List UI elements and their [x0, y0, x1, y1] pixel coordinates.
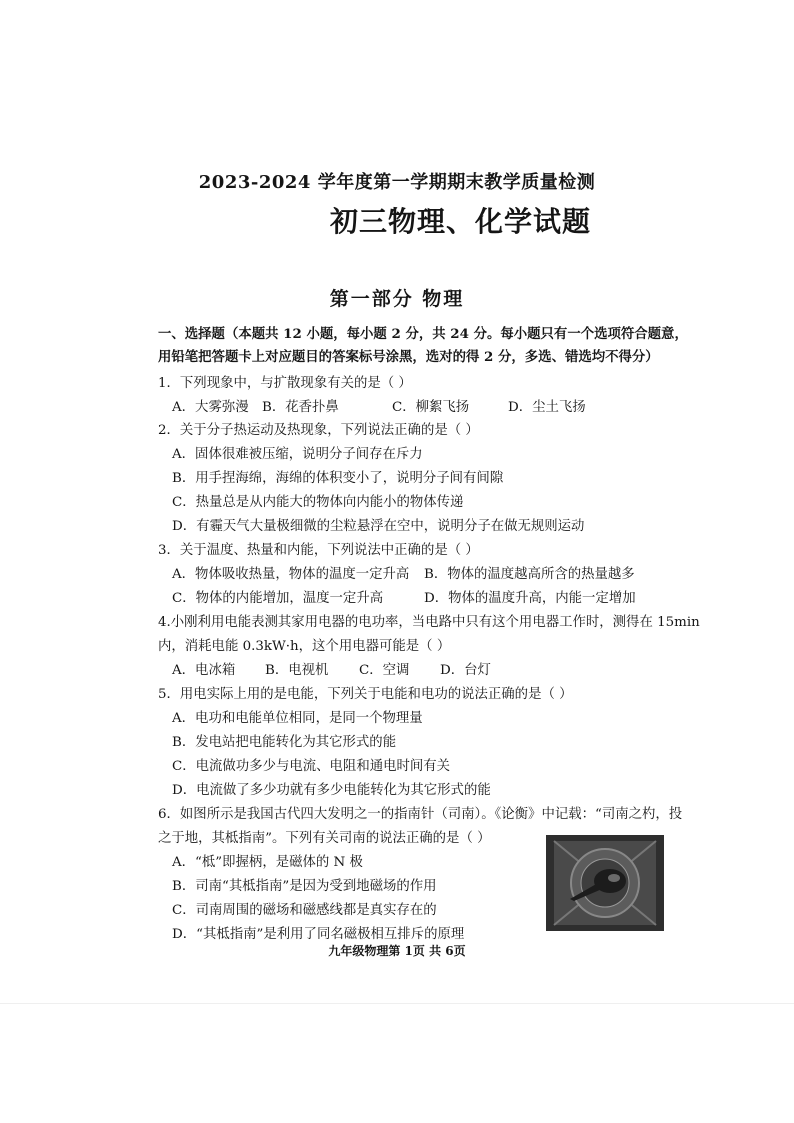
- question-5-option-b: B．发电站把电能转化为其它形式的能: [172, 735, 397, 750]
- instructions-line-2: 用铅笔把答题卡上对应题目的答案标号涂黑，选对的得 2 分，多选、错选均不得分）: [158, 349, 659, 365]
- question-4-option-b: B．电视机: [265, 663, 329, 678]
- question-2-stem: 2．关于分子热运动及热现象，下列说法正确的是（ ）: [158, 423, 479, 438]
- question-1-option-d: D．尘土飞扬: [508, 400, 586, 415]
- section-heading: 第一部分 物理: [329, 288, 465, 310]
- question-3-option-c: C．物体的内能增加，温度一定升高: [172, 591, 384, 606]
- page-number-footer: 九年级物理第 1页 共 6页: [328, 944, 466, 958]
- question-6-option-c: C．司南周围的磁场和磁感线都是真实存在的: [172, 903, 437, 918]
- question-6-option-d: D．“其柢指南”是利用了同名磁极相互排斥的原理: [172, 927, 465, 942]
- question-5-option-a: A．电功和电能单位相同，是同一个物理量: [172, 711, 423, 726]
- question-3-option-d: D．物体的温度升高，内能一定增加: [424, 591, 636, 606]
- exam-title: 2023-2024 学年度第一学期期末教学质量检测: [198, 172, 596, 193]
- question-3-stem: 3．关于温度、热量和内能，下列说法中正确的是（ ）: [158, 543, 479, 558]
- question-6-stem-line-2: 之于地，其柢指南”。下列有关司南的说法正确的是（ ）: [158, 831, 491, 846]
- question-6-option-a: A．“柢”即握柄，是磁体的 N 极: [172, 855, 363, 870]
- question-1-stem: 1．下列现象中，与扩散现象有关的是（ ）: [158, 376, 412, 391]
- instructions-line-1: 一、选择题（本题共 12 小题，每小题 2 分，共 24 分。每小题只有一个选项符合题意，: [158, 326, 688, 342]
- question-4-option-a: A．电冰箱: [172, 663, 236, 678]
- question-6-stem-line-1: 6．如图所示是我国古代四大发明之一的指南针（司南）。《论衡》中记载：“司南之杓，投: [158, 807, 683, 822]
- question-5-stem: 5．用电实际上用的是电能，下列关于电能和电功的说法正确的是（ ）: [158, 687, 573, 702]
- question-1-option-a: A．大雾弥漫: [172, 400, 249, 415]
- exam-subtitle: 初三物理、化学试题: [330, 205, 592, 238]
- question-3-option-b: B．物体的温度越高所含的热量越多: [424, 567, 635, 582]
- question-3-option-a: A．物体吸收热量，物体的温度一定升高: [172, 567, 410, 582]
- question-4-option-d: D．台灯: [440, 663, 491, 678]
- sinan-compass-icon: [546, 835, 664, 931]
- page-divider: [0, 1003, 794, 1004]
- question-4-stem-line-2: 内，消耗电能 0.3kW·h，这个用电器可能是（ ）: [158, 639, 451, 654]
- question-5-option-d: D．电流做了多少功就有多少电能转化为其它形式的能: [172, 783, 491, 798]
- sinan-compass-image: [546, 835, 664, 931]
- question-1-option-b: B．花香扑鼻: [262, 400, 339, 415]
- question-1-option-c: C．柳絮飞扬: [392, 400, 470, 415]
- question-5-option-c: C．电流做功多少与电流、电阻和通电时间有关: [172, 759, 451, 774]
- question-2-option-b: B．用手捏海绵，海绵的体积变小了，说明分子间有间隙: [172, 471, 504, 486]
- question-2-option-a: A．固体很难被压缩，说明分子间存在斥力: [172, 447, 423, 462]
- question-4-stem-line-1: 4.小刚利用电能表测其家用电器的电功率，当电路中只有这个用电器工作时，测得在 15min: [158, 615, 700, 630]
- question-4-option-c: C．空调: [359, 663, 410, 678]
- question-2-option-c: C．热量总是从内能大的物体向内能小的物体传递: [172, 495, 464, 510]
- question-2-option-d: D．有霾天气大量极细微的尘粒悬浮在空中，说明分子在做无规则运动: [172, 519, 585, 534]
- question-6-option-b: B．司南“其柢指南”是因为受到地磁场的作用: [172, 879, 437, 894]
